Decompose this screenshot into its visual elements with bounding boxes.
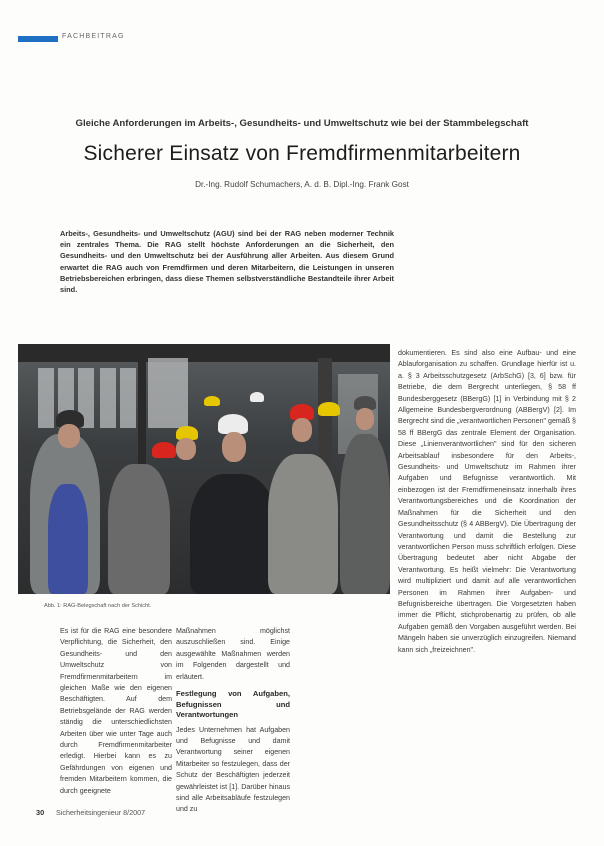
magazine-name: Sicherheitsingenieur 8/2007 xyxy=(56,808,146,817)
photo-helmet-yellow xyxy=(204,396,220,406)
photo-worker xyxy=(268,454,338,594)
photo-worker xyxy=(340,434,390,594)
photo-helmet-white xyxy=(218,414,248,434)
article-subtitle: Gleiche Anforderungen im Arbeits-, Gesundheits- und Umweltschutz wie bei der Stammbelegschaft xyxy=(75,118,529,129)
photo-face xyxy=(58,424,80,448)
article-authors: Dr.-Ing. Rudolf Schumachers, A. d. B. Dipl.-Ing. Frank Gost xyxy=(195,180,409,189)
photo-face xyxy=(292,418,312,442)
article-title: Sicherer Einsatz von Fremdfirmenmitarbeitern xyxy=(83,142,521,165)
body-column-1 xyxy=(60,626,172,797)
photo-face xyxy=(176,438,196,460)
photo-window xyxy=(38,368,54,428)
miners-photo xyxy=(18,344,390,594)
page-number: 30 xyxy=(36,808,45,817)
photo-window xyxy=(100,368,116,428)
photo-roof-beam xyxy=(18,344,390,362)
section-label: FACHBEITRAG xyxy=(62,33,125,40)
body-column-3 xyxy=(398,348,576,656)
photo-worker-foreground xyxy=(190,474,276,594)
photo-window xyxy=(148,358,188,428)
photo-window xyxy=(120,368,136,428)
article-lead: Arbeits-, Gesundheits- und Umweltschutz (AGU) sind bei der RAG neben moderner Technik ein zentrales Thema. Die RAG stellt höchste Anforderungen an die Sicherheit, den Gesundheits- und den Umweltschutz bei der Ausführung aller Arbeiten. Aus diesem Grund erwartet die RAG auch von Fremdfirmen und deren Mitarbeitern, die Leistungen in unseren Betriebsbereichen erbringen, dass diese Themen selbstverständliche Bestandteile ihrer Arbeit sind. xyxy=(60,229,394,295)
photo-worker-shirt xyxy=(48,484,88,594)
body-paragraph: Maßnahmen möglichst auszuschließen sind. Einige ausgewählte Maßnahmen werden im Folgenden dargestellt und erläutert. xyxy=(176,627,290,681)
photo-face xyxy=(222,432,246,462)
body-paragraph: Es ist für die RAG eine besondere Verpflichtung, die Sicherheit, den Gesundheits- und den Umweltschutz von Fremdfirmenmitarbeitern im gleichen Maße wie den eigenen Beschäftigten. Auf dem Betriebsgelände der RAG werden ständig die unterschiedlichsten Arbeiten über wie unter Tage auch durch Fremdfirmenmitarbeiter erledigt. Hierbei kann es zu Gefährdungen von eigenen und fremden Mitarbeitern kommen, die durch geeignete xyxy=(60,627,172,795)
body-paragraph: Jedes Unternehmen hat Aufgaben und Befugnisse und damit Verantwortung seiner eigenen Mitarbeiter so festzulegen, dass der Schutz der Beschäftigten jederzeit gewährleistet ist [1]. Darüber hinaus sind alle Arbeitsabläufe festzulegen und zu xyxy=(176,725,290,814)
body-paragraph: dokumentieren. Es sind also eine Aufbau- und eine Ablauforganisation zu schaffen. Grundlage hierfür ist u. a. § 3 Arbeitsschutzgesetz (ArbSchG) [3, 6] bzw. für Betriebe, die dem Bergrecht unterliegen, § 58 ff Bundesberggesetz (BBergG) [1] in Verbindung mit § 2 Allgemeine Bundesbergverordnung (ABBergV) [2]. Im Bergrecht sind die „verantwortlichen Personen" gemäß § 58 ff BBergG das zentrale Element der Organisation. Diese „Linienverantwortlichen" sind für den sicheren Arbeitsablauf insbesondere für den Arbeits-, Gesundheits- und Umweltschutz im Rahmen ihrer Aufgaben und Befugnisse verantwortlich. Mit einbezogen ist der Fremdfirmeneinsatz innerhalb ihres Verantwortungsbereiches und die Koordination der Maßnahmen für die Sicherheit und den Gesundheitsschutz (§ 4 ABBergV). Die Übertragung der Verantwortung und damit die Bestellung zur verantwortlichen Person muss schriftlich erfolgen. Diese Übertragung bedeutet aber nicht Abgabe der Verantwortung. Es heißt vielmehr: Die Verantwortung wird multipliziert und damit auf alle verantwortlichen Personen im Rahmen ihrer Aufgaben- und Befugnisbereiche übertragen. Die Vorgesetzten haben immer die Pflicht, stichprobenartig zu prüfen, ob alle Aufgaben gemäß den Vorgaben ausgeführt werden. Bei Mängeln haben sie unverzüglich einzugreifen. Niemand kann sich „freizeichnen". xyxy=(398,349,576,654)
photo-helmet-red xyxy=(152,442,176,458)
section-heading: Festlegung von Aufgaben, Befugnissen und Verantwortungen xyxy=(176,689,290,720)
body-column-2 xyxy=(176,626,290,816)
photo-helmet-yellow xyxy=(318,402,340,416)
photo-worker xyxy=(108,464,170,594)
photo-caption: Abb. 1: RAG-Belegschaft nach der Schicht. xyxy=(44,603,152,609)
section-accent-bar xyxy=(18,36,58,42)
photo-helmet-white xyxy=(250,392,264,402)
photo-face xyxy=(356,408,374,430)
